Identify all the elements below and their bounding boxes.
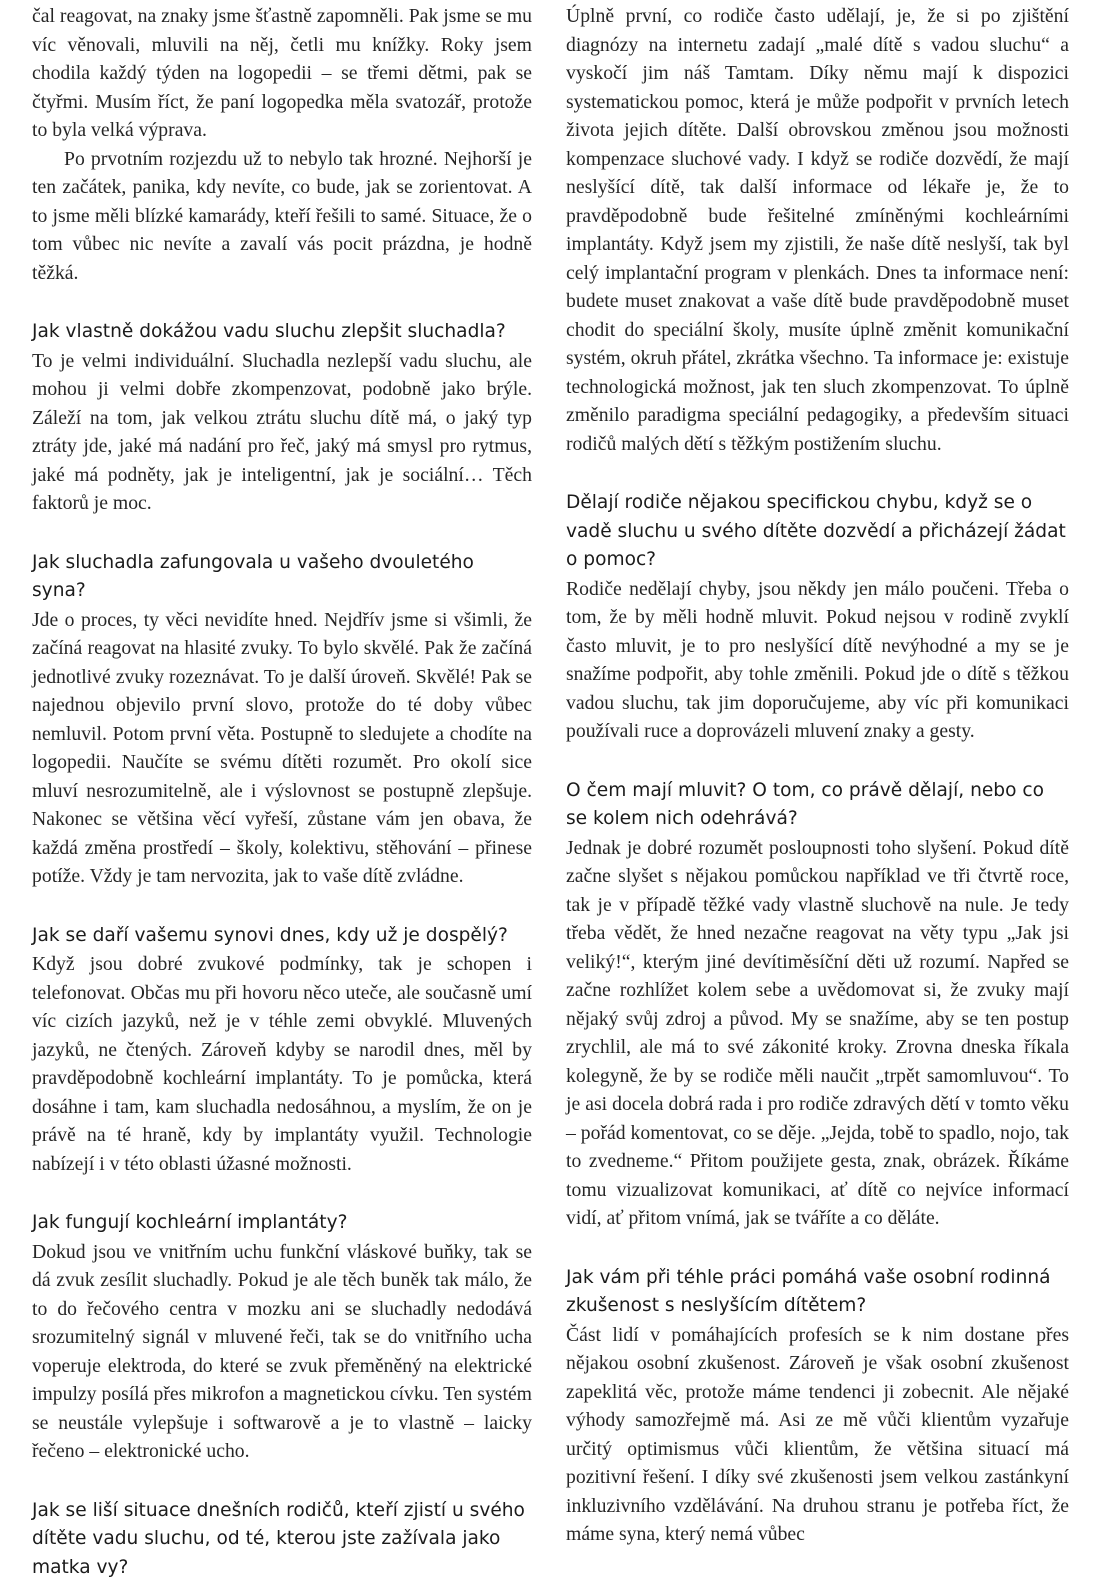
question-heading: Jak vlastně dokážou vadu sluchu zlepšit sluchadla? — [32, 318, 532, 347]
qa-block-hearing-aids — [32, 318, 532, 518]
qa-block-what-to-talk-about — [566, 777, 1069, 1233]
question-heading: Jak sluchadla zafungovala u vašeho dvouletého syna? — [32, 549, 532, 606]
answer-paragraph: To je velmi individuální. Sluchadla nezlepší vadu sluchu, ale mohou ji velmi dobře zkompenzovat, podobně jako brýle. Záleží na tom, jak velkou ztrátu sluchu dítě má, o jaký typ ztráty jde, jaké má nadání pro řeč, jaký má smysl pro rytmus, jaké má podněty, jak je inteligentní, jak je sociální… Těch faktorů je moc. — [32, 347, 532, 518]
question-heading: Jak fungují kochleární implantáty? — [32, 1209, 532, 1238]
intro-paragraph-2: Po prvotním rozjezdu už to nebylo tak hrozné. Nejhorší je ten začátek, panika, kdy nevíte, co bude, jak se zorientovat. A to jsme měli blízké kamarády, kteří řešili to samé. Situace, že o tom vůbec nic nevíte a zavalí vás pocit prázdna, je hodně těžká. — [32, 145, 532, 288]
intro-paragraph-1: čal reagovat, na znaky jsme šťastně zapomněli. Pak jsme se mu víc věnovali, mluvili na něj, četli mu knížky. Roky jsem chodila každý týden na logopedii – se třemi dětmi, pak se čtyřmi. Musím říct, že paní logopedka měla svatozář, protože to byla velká výprava. — [32, 2, 532, 145]
answer-paragraph: Rodiče nedělají chyby, jsou někdy jen málo poučeni. Třeba o tom, že by měli hodně mluvit. Pokud nejsou v rodině zvyklí často mluvit, je to pro neslyšící dítě nevýhodné a my se je snažíme podpořit, aby tohle změnili. Pokud jde o dítě s těžkou vadou sluchu, tak jim doporučujeme, aby víc při komunikaci používali ruce a doprovázeli mluvení znaky a gesty. — [566, 575, 1069, 746]
answer-paragraph: Jde o proces, ty věci nevidíte hned. Nejdřív jsme si všimli, že začíná reagovat na hlasité zvuky. To bylo skvělé. Pak že začíná jednotlivé zvuky rozeznávat. To je další úroveň. Skvělé! Pak se najednou objevilo první slovo, protože do té doby vůbec nemluvil. Potom první věta. Postupně to sledujete a chodíte na logopedii. Naučíte se svému dítěti rozumět. Pro okolí sice mluví nesrozumitelně, ale i výslovnost se postupně zlepšuje. Nakonec se většina věcí vyřeší, zůstane vám jen obava, že každá změna prostředí – školy, kolektivu, stěhování – přinese potíže. Vždy je tam nervozita, jak to vaše dítě zvládne. — [32, 606, 532, 891]
answer-paragraph: Jednak je dobré rozumět posloupnosti toho slyšení. Pokud dítě začne slyšet s nějakou pomůckou například ve tři čtvrtě roce, tak je v případě těžké vady vlastně sluchově na nule. Je tedy třeba vědět, že hned nezačne reagovat na věty typu „Jak jsi veliký!“, kterým jiné devítiměsíční děti už rozumí. Napřed se začne rozhlížet kolem sebe a uvědomovat si, že zvuky mají nějaký svůj zdroj a původ. My se snažíme, aby se ten postup zrychlil, ale má to své zákonité kroky. Zrovna dneska říkala kolegyně, že by se rodiče měli naučit „trpět samomluvou“. To je asi docela dobrá rada i pro rodiče zdravých dětí v tomto věku – pořád komentovat, co se děje. „Jejda, tobě to spadlo, nojo, tak to zvedneme.“ Přitom použijete gesta, znak, obrázek. Říkáme tomu vizualizovat komunikaci, ať dítě co nejvíce informací vidí, ať přitom vnímá, jak se tváříte a co děláte. — [566, 834, 1069, 1233]
question-heading: Jak vám při téhle práci pomáhá vaše osobní rodinná zkušenost s neslyšícím dítětem? — [566, 1264, 1069, 1321]
question-heading: O čem mají mluvit? O tom, co právě dělají, nebo co se kolem nich odehrává? — [566, 777, 1069, 834]
qa-block-parent-mistakes — [566, 489, 1069, 746]
qa-block-son-hearing-aids — [32, 549, 532, 891]
answer-paragraph: Část lidí v pomáhajících profesích se k nim dostane přes nějakou osobní zkušenost. Zároveň je však osobní zkušenost zapeklitá věc, protože máme tendenci ji zobecnit. Ale nějaké výhody samozřejmě má. Asi ze mě vůči klientům vyzařuje určitý optimismus vůči klientům, že většina situací má pozitivní řešení. I díky své zkušenosti jsem velkou zastánkyní inkluzivního vzdělávání. Na druhou stranu je potřeba říct, že máme syna, který nemá vůbec — [566, 1321, 1069, 1549]
qa-block-personal-experience — [566, 1264, 1069, 1549]
qa-block-parents-today — [32, 1497, 532, 1582]
answer-paragraph: Úplně první, co rodiče často udělají, je, že si po zjištění diagnózy na internetu zadají „malé dítě s vadou sluchu“ a vyskočí jim náš Tamtam. Díky němu mají k dispozici systematickou pomoc, která je může podpořit v prvních letech života jejich dítěte. Další obrovskou změnou jsou možnosti kompenzace sluchové vady. I když se rodiče dozvědí, že mají neslyšící dítě, tak další informace od lékaře je, že to pravděpodobně bude řešitelné zmíněnými kochleárními implantáty. Když jsem my zjistili, že naše dítě neslyší, tak byl celý implantační program v plenkách. Dnes ta informace není: budete muset znakovat a vaše dítě bude pravděpodobně muset chodit do speciální školy, musíte úplně změnit komunikační systém, okruh přátel, zkrátka všechno. Ta informace je: existuje technologická možnost, jak ten sluch zkompenzovat. To úplně změnilo paradigma speciální pedagogiky, a především situaci rodičů malých dětí s těžkým postižením sluchu. — [566, 2, 1069, 458]
answer-block-parents-today — [566, 2, 1069, 458]
qa-block-son-today — [32, 922, 532, 1179]
qa-block-cochlear-implants — [32, 1209, 532, 1466]
answer-paragraph: Dokud jsou ve vnitřním uchu funkční vláskové buňky, tak se dá zvuk zesílit sluchadly. Pokud je ale těch buněk tak málo, že to do řečového centra v mozku ani se sluchadly nedodává srozumitelný signál v mluvené řeči, tak se do vnitřního ucha voperuje elektroda, do které se zvuk přeměněný na elektrické impulzy posílá přes mikrofon a magnetickou cívku. Ten systém se neustále vylepšuje i softwarově a je to vlastně – laicky řečeno – elektronické ucho. — [32, 1238, 532, 1466]
left-column — [32, 2, 532, 1582]
answer-paragraph: Když jsou dobré zvukové podmínky, tak je schopen i telefonovat. Občas mu při hovoru něco uteče, ale současně umí víc cizích jazyků, než je v téhle zemi obvyklé. Mluvených jazyků, ne čtených. Zároveň kdyby se narodil dnes, měl by pravděpodobně kochleární implantáty. To je pomůcka, která dosáhne i tam, kam sluchadla nedosáhnou, a myslím, že on je právě na té hraně, kdy by implantáty využil. Technologie nabízejí i v této oblasti úžasné možnosti. — [32, 950, 532, 1178]
right-column — [566, 2, 1069, 1549]
question-heading: Dělají rodiče nějakou specifickou chybu, když se o vadě sluchu u svého dítěte dozvědí a přicházejí žádat o pomoc? — [566, 489, 1069, 575]
question-heading: Jak se liší situace dnešních rodičů, kteří zjistí u svého dítěte vadu sluchu, od té, kterou jste zažívala jako matka vy? — [32, 1497, 532, 1582]
intro-block — [32, 2, 532, 287]
question-heading: Jak se daří vašemu synovi dnes, kdy už je dospělý? — [32, 922, 532, 951]
